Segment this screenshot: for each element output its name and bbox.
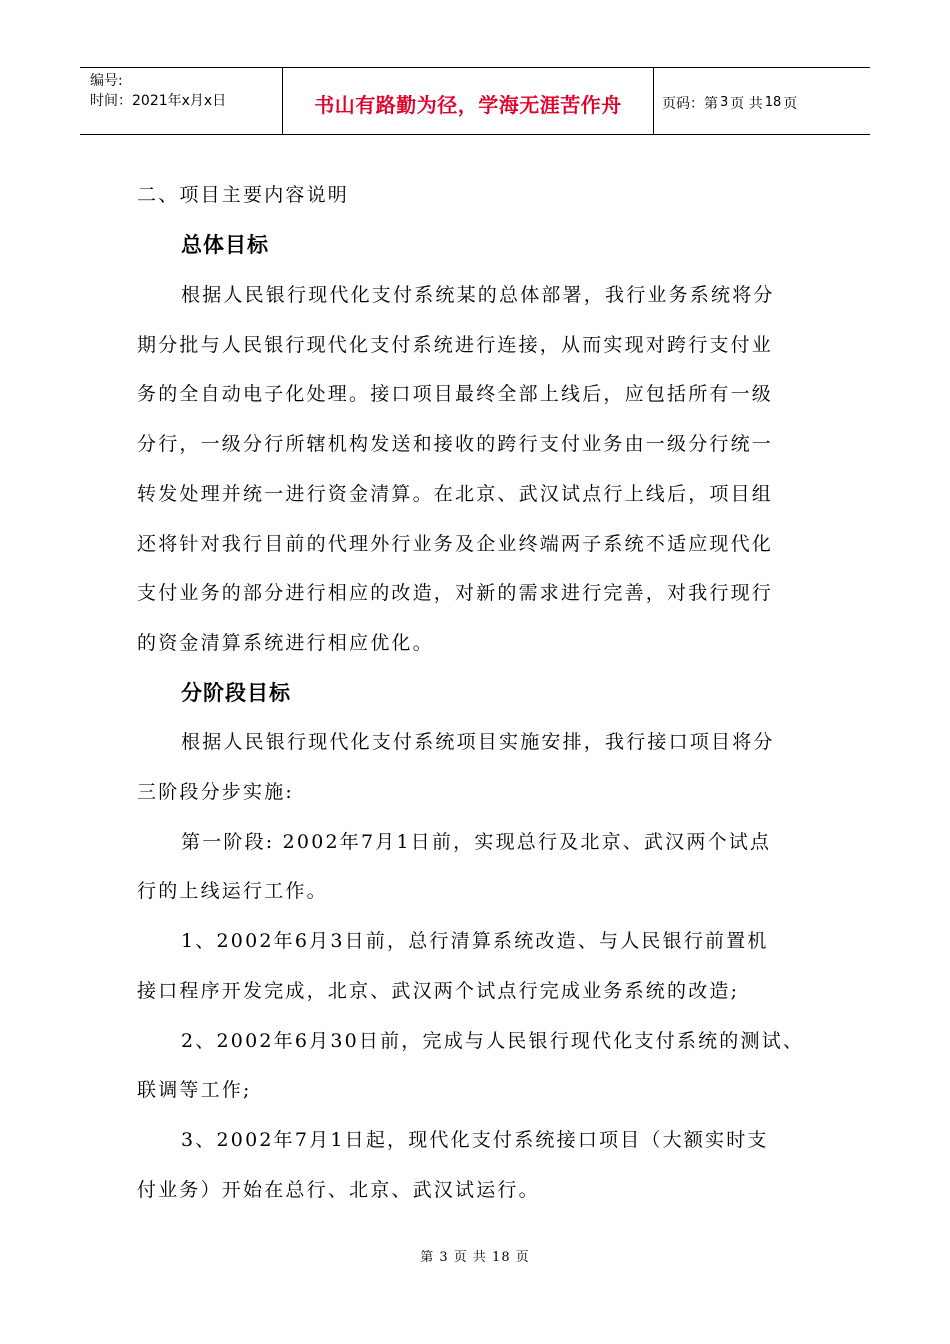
heading-overall-goal: 总体目标 [181,233,269,257]
paragraph-line: 还将针对我行目前的代理外行业务及企业终端两子系统不适应现代化 [137,533,774,555]
page-prefix: 页码：第 [662,95,718,112]
paragraph-line: 务的全自动电子化处理。接口项目最终全部上线后，应包括所有一级 [137,383,774,405]
page-current: 3 [720,95,729,110]
document-number-label: 编号: [90,73,123,89]
header-motto: 书山有路勤为径，学海无涯苦作舟 [314,92,622,117]
paragraph-line: 接口程序开发完成，北京、武汉两个试点行完成业务系统的改造; [137,980,740,1002]
page-total: 18 [764,95,782,110]
paragraph-line: 付业务）开始在总行、北京、武汉试运行。 [137,1179,540,1201]
paragraph-line: 3、2002年7月1日起，现代化支付系统接口项目（大额实时支 [181,1129,769,1151]
paragraph-line: 转发处理并统一进行资金清算。在北京、武汉试点行上线后，项目组 [137,483,774,505]
section-title: 二、项目主要内容说明 [137,184,350,206]
paragraph-line: 根据人民银行现代化支付系统项目实施安排，我行接口项目将分 [181,731,775,753]
heading-phase-goal: 分阶段目标 [181,681,291,705]
paragraph-line: 2、2002年6月30日前，完成与人民银行现代化支付系统的测试、 [181,1030,805,1052]
paragraph-line: 三阶段分步实施: [137,781,295,803]
header-meta [80,68,282,134]
header-page-info [654,68,870,134]
document-time-label: 时间：2021年x月x日 [90,93,227,109]
page-suffix: 页 [783,95,798,112]
paragraph-line: 行的上线运行工作。 [137,880,328,902]
paragraph-line: 分行，一级分行所辖机构发送和接收的跨行支付业务由一级分行统一 [137,433,774,455]
paragraph-line: 支付业务的部分进行相应的改造，对新的需求进行完善，对我行现行 [137,582,774,604]
page-middle: 页 共 [730,95,763,112]
paragraph-line: 根据人民银行现代化支付系统某的总体部署，我行业务系统将分 [181,284,775,306]
paragraph-line: 期分批与人民银行现代化支付系统进行连接，从而实现对跨行支付业 [137,334,774,356]
paragraph-line: 第一阶段: 2002年7月1日前，实现总行及北京、武汉两个试点 [181,831,772,853]
paragraph-line: 1、2002年6月3日前，总行清算系统改造、与人民银行前置机 [181,930,769,952]
paragraph-line: 联调等工作; [137,1079,252,1101]
header-motto-cell [282,68,654,134]
page-header [80,67,870,135]
paragraph-line: 的资金清算系统进行相应优化。 [137,632,434,654]
page-footer: 第 3 页 共 18 页 [420,1250,530,1265]
